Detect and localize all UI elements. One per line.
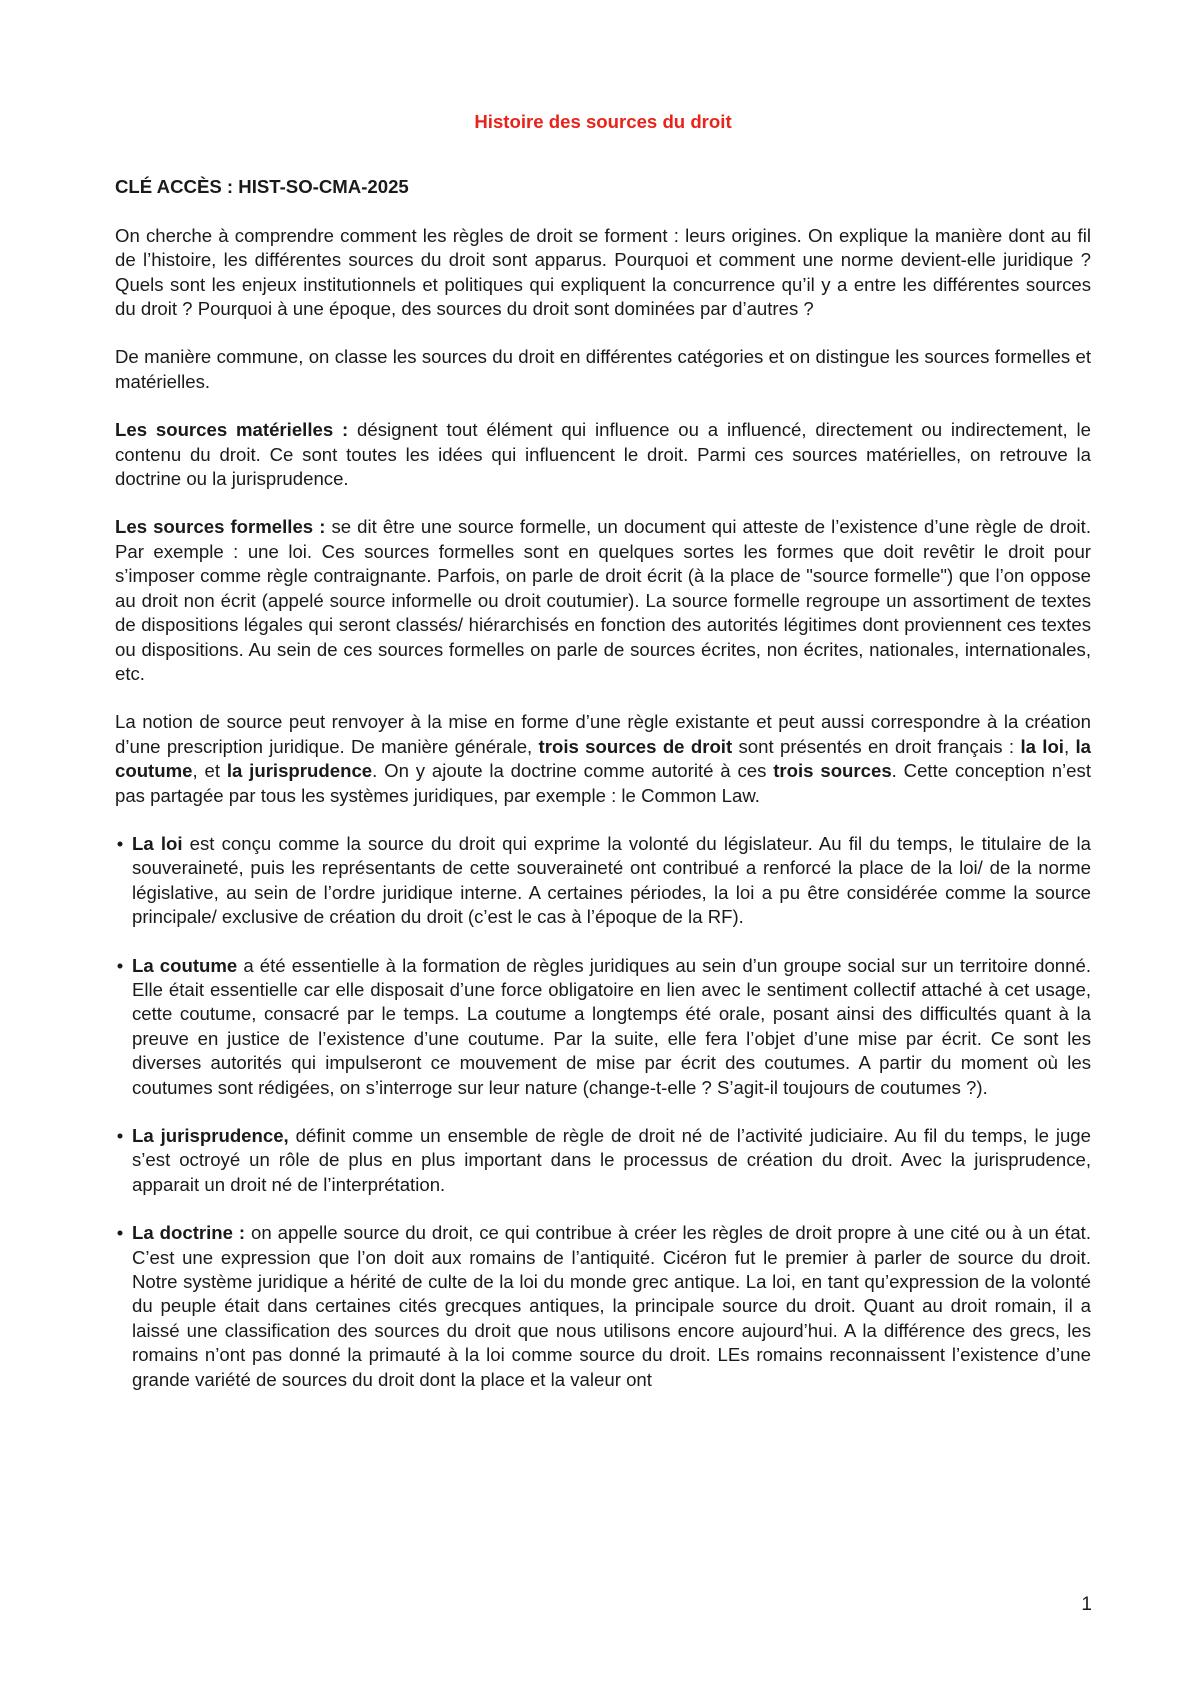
sources-list [115, 832, 1091, 1392]
notion-text: , [1063, 735, 1076, 757]
notion-text: La notion de source peut renvoyer à la mise en forme d’une règle existante et peut aussi correspondre à la création d’une prescription juridique. De manière générale, [115, 711, 1091, 757]
formal-sources-paragraph [115, 515, 1091, 686]
access-key: CLÉ ACCÈS : HIST-SO-CMA-2025 [115, 176, 409, 198]
formal-sources-term: Les sources formelles : [115, 516, 326, 538]
document-page [115, 110, 1091, 1416]
list-item-text: a été essentielle à la formation de règles juridiques au sein d’un groupe social sur un territoire donné. Elle était essentielle car elle disposait d’une force obligatoire en lien avec le sentiment collectif attaché à cet usage, cette coutume, consacré par le temps. La coutume a longtemps été orale, posant ainsi des difficultés quant à la preuve en justice de l’existence d’une coutume. Par la suite, elle fera l’objet d’une mise par écrit. Ce sont les diverses autorités qui impulseront ce mouvement de mise par écrit des coutumes. A partir du moment où les coutumes sont rédigées, on s’interroge sur leur nature (change-t-elle ? S’agit-il toujours de coutumes ?). [132, 954, 1091, 1098]
notion-paragraph [115, 710, 1091, 808]
notion-text: , et [192, 760, 227, 782]
page-number: 1 [1081, 1594, 1092, 1615]
bullet-icon: • [116, 954, 124, 976]
notion-text: . On y ajoute la doctrine comme autorité à ces [372, 760, 774, 782]
classification-paragraph: De manière commune, on classe les sources du droit en différentes catégories et on distingue les sources formelles et matérielles. [115, 346, 1091, 392]
list-item-term: La loi [132, 832, 183, 854]
notion-emphasis: trois sources de droit [538, 735, 733, 757]
document-title: Histoire des sources du droit [474, 111, 732, 132]
material-sources-paragraph [115, 418, 1091, 491]
list-item-text: est conçu comme la source du droit qui exprime la volonté du législateur. Au fil du temps, le titulaire de la souveraineté, puis les représentants de cette souveraineté ont contribué a renforcé la place de la loi/ de la norme législative, au sein de l’ordre juridique interne. A certaines périodes, la loi a pu être considérée comme la source principale/ exclusive de création du droit (c’est le cas à l’époque de la RF). [132, 832, 1091, 928]
bullet-icon: • [116, 832, 124, 854]
list-item-jurisprudence [115, 1124, 1091, 1197]
bullet-icon: • [116, 1222, 124, 1244]
list-item-text: définit comme un ensemble de règle de droit né de l’activité judiciaire. Au fil du temps, le juge s’est octroyé un rôle de plus en plus important dans le processus de création du droit. Avec la jurisprudence, apparait un droit né de l’interprétation. [132, 1125, 1091, 1195]
material-sources-text: désignent tout élément qui influence ou a influencé, directement ou indirectement, le contenu du droit. Ce sont toutes les idées qui influencent le droit. Parmi ces sources matérielles, on retrouve la doctrine ou la jurisprudence. [115, 419, 1091, 490]
notion-emphasis: la jurisprudence [226, 760, 373, 782]
material-sources-term: Les sources matérielles : [115, 419, 349, 441]
notion-emphasis: trois sources [773, 760, 892, 782]
list-item-loi [115, 832, 1091, 930]
list-item-text: on appelle source du droit, ce qui contribue à créer les règles de droit propre à une cité ou à un état. C’est une expression que l’on doit aux romains de l’antiquité. Cicéron fut le premier à parler de source du droit. Notre système juridique a hérité de culte de la loi du monde grec antique. La loi, en tant qu’expression de la volonté du peuple était dans certaines cités grecques antiques, la principale source du droit. Quant au droit romain, il a laissé une classification des sources du droit que nous utilisons encore aujourd’hui. A la différence des grecs, les romains n’ont pas donné la primauté à la loi comme source du droit. LEs romains reconnaissent l’existence d’une grande variété de sources du droit dont la place et la valeur ont [132, 1222, 1091, 1390]
list-item-term: La jurisprudence, [132, 1125, 289, 1146]
notion-text: . Cette conception n’est pas partagée par tous les systèmes juridiques, par exemple : le Common Law. [115, 760, 1091, 806]
list-item-coutume [115, 954, 1091, 1100]
intro-paragraph: On cherche à comprendre comment les règles de droit se forment : leurs origines. On explique la manière dont au fil de l’histoire, les différentes sources du droit sont apparus. Pourquoi et comment une norme devient-elle juridique ? Quels sont les enjeux institutionnels et politiques qui expliquent la concurrence qu’il y a entre les différentes sources du droit ? Pourquoi à une époque, des sources du droit sont dominées par d’autres ? [115, 224, 1091, 320]
notion-text: sont présentés en droit français : [732, 735, 1021, 757]
notion-emphasis: la coutume [115, 735, 1091, 782]
notion-emphasis: la loi [1020, 735, 1064, 757]
list-item-term: La coutume [132, 954, 238, 976]
formal-sources-text: se dit être une source formelle, un document qui atteste de l’existence d’une règle de droit. Par exemple : une loi. Ces sources formelles sont en quelques sortes les formes que doit revêtir le droit pour s’imposer comme règle contraignante. Parfois, on parle de droit écrit (à la place de "source formelle") que l’on oppose au droit non écrit (appelé source informelle ou droit coutumier). La source formelle regroupe un assortiment de textes de dispositions légales qui seront classés/ hiérarchisés en fonction des autorités légitimes dont proviennent ces textes ou dispositions. Au sein de ces sources formelles on parle de sources écrites, non écrites, nationales, internationales, etc. [115, 516, 1092, 684]
bullet-icon: • [116, 1125, 124, 1146]
list-item-term: La doctrine : [132, 1222, 246, 1244]
list-item-doctrine [115, 1221, 1091, 1392]
